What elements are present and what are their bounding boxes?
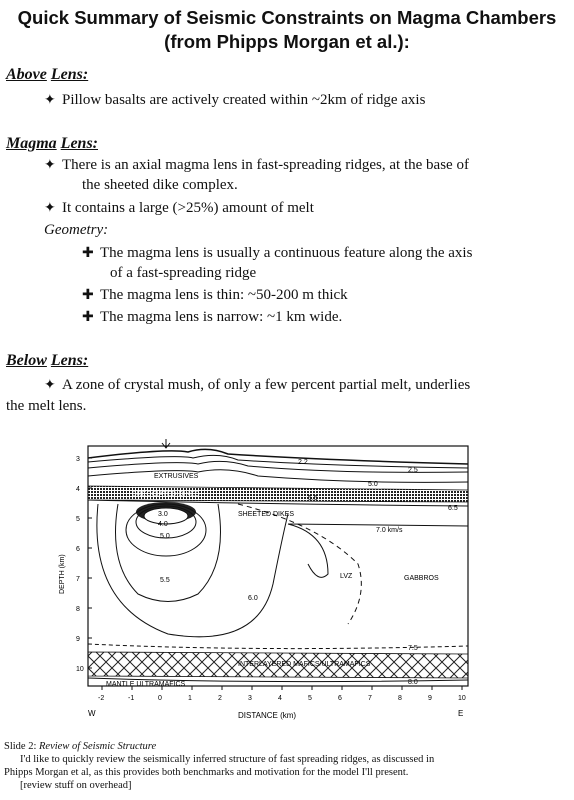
label-7kms: 7.0 km/s (376, 527, 403, 534)
lvz-contour (288, 524, 328, 577)
label-5-0b: 5.0 (160, 533, 170, 540)
four-point-star-icon: ✦ (44, 93, 56, 108)
label-extrusives: EXTRUSIVES (154, 473, 199, 480)
contour-7-0 (288, 524, 468, 526)
caption-text-2: Phipps Morgan et al, as this provides both benchmarks and motivation for the model I'll present. (4, 767, 409, 778)
x-tick-label: 4 (278, 695, 282, 702)
y-tick-label: 5 (76, 516, 80, 523)
y-tick-label: 7 (76, 576, 80, 583)
below-heading-rest: Lens: (50, 352, 89, 369)
slide-caption (4, 740, 570, 792)
four-point-star-icon: ✦ (44, 378, 56, 393)
x-ticks (98, 686, 466, 702)
above-bullet-1: ✦ Pillow basalts are actively created within ~2km of ridge axis (44, 90, 425, 111)
slide-heading: Slide 2: Review of Seismic Structure (4, 741, 157, 752)
y-tick-label: 4 (76, 486, 80, 493)
y-tick-label: 3 (76, 456, 80, 463)
below-lens-heading (6, 352, 88, 370)
west-label: W (88, 709, 96, 718)
label-mantle: MANTLE ULTRAMAFICS (106, 681, 186, 688)
label-3-0: 3.0 (158, 511, 168, 518)
magma-bullet-2: ✦ It contains a large (>25%) amount of melt (44, 198, 314, 219)
east-label: E (458, 709, 464, 718)
x-tick-label: 6 (338, 695, 342, 702)
geometry-item-1: ✚ The magma lens is usually a continuous feature along the axis (82, 243, 472, 264)
below-bullet-1: ✦ A zone of crystal mush, of only a few percent partial melt, underlies (44, 375, 470, 396)
label-4-0: 4.0 (158, 521, 168, 528)
magma-bullet-1: ✦ There is an axial magma lens in fast-spreading ridges, at the base of (44, 155, 469, 176)
ridge-axis-arrow-icon (162, 439, 170, 448)
x-tick-label: 0 (158, 695, 162, 702)
x-tick-label: -1 (128, 695, 135, 702)
y-tick-label: 10 (76, 666, 84, 673)
x-tick-label: 9 (428, 695, 432, 702)
x-tick-label: 10 (458, 695, 466, 702)
cross-icon: ✚ (82, 310, 94, 325)
geometry-item-1-cont: of a fast-spreading ridge (110, 265, 257, 281)
label-2-5: 2.5 (408, 467, 418, 474)
above-lens-heading (6, 66, 88, 84)
label-6-0: 6.0 (248, 595, 258, 602)
magma-heading-word: Magma (6, 135, 57, 152)
seismic-structure-figure (58, 434, 478, 729)
caption-note: [review stuff on overhead] (20, 780, 132, 791)
label-5-5b: 5.5 (160, 577, 170, 584)
four-point-star-icon: ✦ (44, 201, 56, 216)
title-line-1: Quick Summary of Seismic Constraints on Magma Chambers (17, 7, 557, 28)
label-6-5: 6.5 (448, 505, 458, 512)
label-5-0a: 5.0 (368, 481, 378, 488)
above-heading-word: Above (6, 66, 47, 83)
x-tick-label: 3 (248, 695, 252, 702)
label-7-5: 7.5 (408, 645, 418, 652)
contour-6-0 (97, 504, 288, 637)
y-tick-label: 6 (76, 546, 80, 553)
x-tick-label: 5 (308, 695, 312, 702)
x-tick-label: -2 (98, 695, 105, 702)
x-tick-label: 7 (368, 695, 372, 702)
above-heading-rest: Lens: (50, 66, 89, 83)
magma-bullet-1-cont: the sheeted dike complex. (82, 177, 238, 193)
below-heading-word: Below (6, 352, 47, 369)
geometry-item-3: ✚ The magma lens is narrow: ~1 km wide. (82, 307, 342, 328)
geometry-label: Geometry: (44, 222, 109, 238)
x-tick-label: 2 (218, 695, 222, 702)
label-5-5a: 5.5 (308, 495, 318, 502)
seafloor-line (88, 449, 468, 464)
cross-icon: ✚ (82, 288, 94, 303)
caption-text-1: I'd like to quickly review the seismically inferred structure of fast spreading ridges, as discussed in (20, 754, 435, 765)
label-lvz: LVZ (340, 573, 353, 580)
page-title (0, 6, 574, 54)
label-2-2: 2.2 (298, 459, 308, 466)
y-tick-label: 8 (76, 606, 80, 613)
x-tick-label: 8 (398, 695, 402, 702)
y-axis-label: DEPTH (km) (59, 554, 66, 594)
x-axis-label: DISTANCE (km) (238, 711, 297, 720)
cross-icon: ✚ (82, 246, 94, 261)
label-brecciated: BRECCIATED DIKES (132, 491, 200, 498)
magma-lens-heading (6, 135, 98, 153)
below-bullet-1-cont: the melt lens. (6, 398, 87, 414)
lvz-boundary (238, 504, 361, 624)
x-tick-label: 1 (188, 695, 192, 702)
four-point-star-icon: ✦ (44, 158, 56, 173)
label-8-0: 8.0 (408, 679, 418, 686)
geometry-item-2: ✚ The magma lens is thin: ~50-200 m thick (82, 285, 348, 306)
magma-heading-rest: Lens: (60, 135, 98, 152)
y-tick-label: 9 (76, 636, 80, 643)
label-gabbros: GABBROS (404, 575, 439, 582)
cross-section-diagram (58, 434, 478, 724)
title-line-2: (from Phipps Morgan et al.): (164, 31, 410, 52)
label-interlayered: INTERLAYERED MAFICS/ULTRAMAFICS (238, 661, 371, 668)
label-sheeted: SHEETED DIKES (238, 511, 295, 518)
